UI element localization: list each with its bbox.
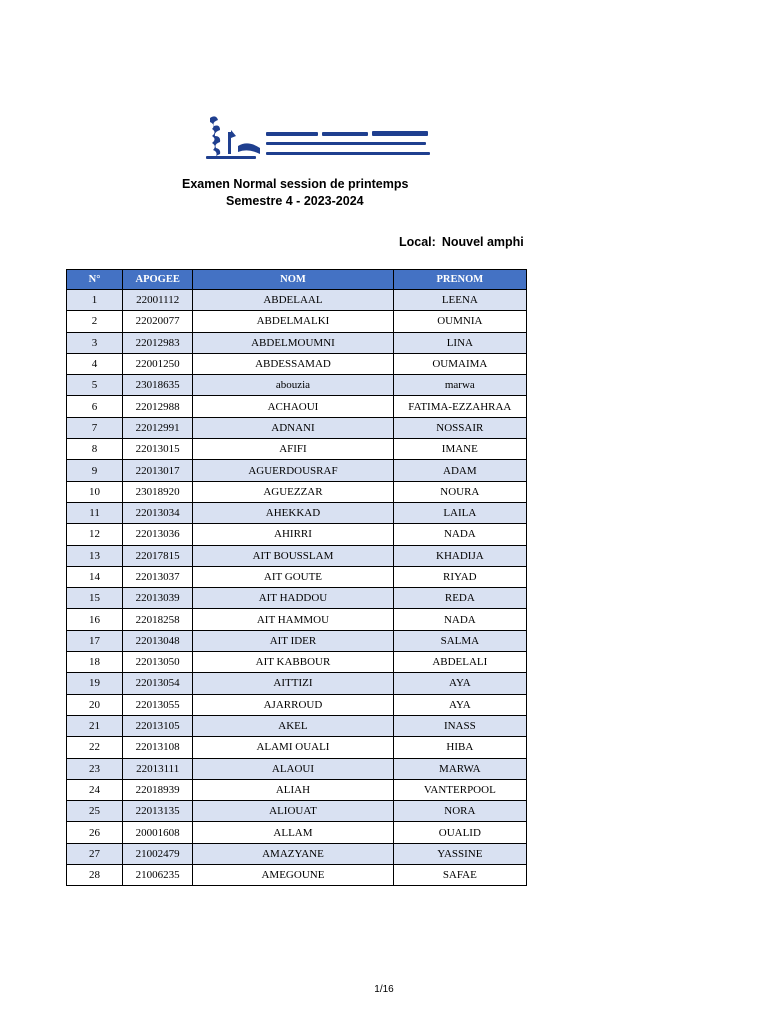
cell-prenom: marwa xyxy=(393,375,526,396)
cell-apogee: 22013135 xyxy=(123,801,193,822)
cell-number: 2 xyxy=(67,311,123,332)
cell-apogee: 22013054 xyxy=(123,673,193,694)
cell-number: 17 xyxy=(67,630,123,651)
cell-apogee: 21006235 xyxy=(123,865,193,886)
table-row xyxy=(67,502,527,523)
cell-prenom: YASSINE xyxy=(393,843,526,864)
cell-nom: AHIRRI xyxy=(193,524,393,545)
cell-nom: AIT KABBOUR xyxy=(193,652,393,673)
cell-apogee: 21002479 xyxy=(123,843,193,864)
cell-prenom: AYA xyxy=(393,673,526,694)
table-row xyxy=(67,290,527,311)
cell-nom: AKEL xyxy=(193,715,393,736)
cell-number: 12 xyxy=(67,524,123,545)
table-row xyxy=(67,673,527,694)
cell-number: 21 xyxy=(67,715,123,736)
cell-nom: AHEKKAD xyxy=(193,502,393,523)
cell-number: 15 xyxy=(67,588,123,609)
table-row xyxy=(67,375,527,396)
cell-prenom: NADA xyxy=(393,524,526,545)
cell-number: 9 xyxy=(67,460,123,481)
table-row xyxy=(67,588,527,609)
cell-nom: ABDELMOUMNI xyxy=(193,332,393,353)
cell-number: 8 xyxy=(67,439,123,460)
cell-apogee: 22013108 xyxy=(123,737,193,758)
cell-nom: ALAOUI xyxy=(193,758,393,779)
cell-number: 18 xyxy=(67,652,123,673)
table-row xyxy=(67,311,527,332)
cell-number: 3 xyxy=(67,332,123,353)
table-row xyxy=(67,460,527,481)
cell-apogee: 22013111 xyxy=(123,758,193,779)
cell-apogee: 22001112 xyxy=(123,290,193,311)
cell-prenom: LINA xyxy=(393,332,526,353)
cell-prenom: SALMA xyxy=(393,630,526,651)
cell-apogee: 22013048 xyxy=(123,630,193,651)
cell-apogee: 22013105 xyxy=(123,715,193,736)
column-header-number: N° xyxy=(67,270,123,290)
cell-number: 16 xyxy=(67,609,123,630)
table-row xyxy=(67,609,527,630)
table-row xyxy=(67,545,527,566)
table-row xyxy=(67,481,527,502)
cell-nom: AMEGOUNE xyxy=(193,865,393,886)
table-row xyxy=(67,417,527,438)
cell-prenom: LAILA xyxy=(393,502,526,523)
cell-apogee: 22013039 xyxy=(123,588,193,609)
table-row xyxy=(67,566,527,587)
cell-apogee: 22020077 xyxy=(123,311,193,332)
cell-number: 7 xyxy=(67,417,123,438)
location-value: Nouvel amphi xyxy=(441,235,524,249)
cell-nom: AIT HADDOU xyxy=(193,588,393,609)
table-row xyxy=(67,822,527,843)
page-number: 1/16 xyxy=(374,984,394,995)
cell-prenom: INASS xyxy=(393,715,526,736)
cell-number: 19 xyxy=(67,673,123,694)
column-header-prenom: PRENOM xyxy=(393,270,526,290)
cell-prenom: LEENA xyxy=(393,290,526,311)
table-row xyxy=(67,353,527,374)
cell-apogee: 22018939 xyxy=(123,779,193,800)
cell-nom: ABDELAAL xyxy=(193,290,393,311)
cell-apogee: 22013017 xyxy=(123,460,193,481)
cell-nom: ACHAOUI xyxy=(193,396,393,417)
exam-title: Examen Normal session de printemps xyxy=(182,177,409,191)
exam-location xyxy=(399,235,524,249)
cell-number: 20 xyxy=(67,694,123,715)
cell-nom: AGUERDOUSRAF xyxy=(193,460,393,481)
cell-nom: AIT HAMMOU xyxy=(193,609,393,630)
cell-number: 26 xyxy=(67,822,123,843)
cell-number: 10 xyxy=(67,481,123,502)
cell-prenom: KHADIJA xyxy=(393,545,526,566)
cell-nom: ADNANI xyxy=(193,417,393,438)
cell-apogee: 23018635 xyxy=(123,375,193,396)
cell-number: 5 xyxy=(67,375,123,396)
cell-prenom: NORA xyxy=(393,801,526,822)
cell-nom: ALAMI OUALI xyxy=(193,737,393,758)
table-row xyxy=(67,865,527,886)
cell-apogee: 22012991 xyxy=(123,417,193,438)
cell-prenom: FATIMA-EZZAHRAA xyxy=(393,396,526,417)
table-row xyxy=(67,439,527,460)
cell-prenom: NOSSAIR xyxy=(393,417,526,438)
student-list-table xyxy=(66,269,527,886)
cell-prenom: OUMNIA xyxy=(393,311,526,332)
cell-prenom: HIBA xyxy=(393,737,526,758)
cell-prenom: ABDELALI xyxy=(393,652,526,673)
cell-number: 27 xyxy=(67,843,123,864)
cell-prenom: ADAM xyxy=(393,460,526,481)
cell-prenom: IMANE xyxy=(393,439,526,460)
table-row xyxy=(67,694,527,715)
cell-number: 11 xyxy=(67,502,123,523)
cell-nom: AGUEZZAR xyxy=(193,481,393,502)
school-logo xyxy=(202,112,434,168)
cell-number: 24 xyxy=(67,779,123,800)
location-label: Local: xyxy=(399,235,436,249)
cell-prenom: REDA xyxy=(393,588,526,609)
table-row xyxy=(67,843,527,864)
cell-nom: abouzia xyxy=(193,375,393,396)
cell-number: 6 xyxy=(67,396,123,417)
cell-prenom: SAFAE xyxy=(393,865,526,886)
cell-nom: ALIOUAT xyxy=(193,801,393,822)
table-row xyxy=(67,652,527,673)
cell-number: 4 xyxy=(67,353,123,374)
cell-number: 1 xyxy=(67,290,123,311)
cell-apogee: 22013034 xyxy=(123,502,193,523)
cell-apogee: 22017815 xyxy=(123,545,193,566)
cell-prenom: NADA xyxy=(393,609,526,630)
cell-nom: AIT IDER xyxy=(193,630,393,651)
cell-nom: AIT GOUTE xyxy=(193,566,393,587)
cell-nom: ABDELMALKI xyxy=(193,311,393,332)
table-row xyxy=(67,715,527,736)
table-row xyxy=(67,396,527,417)
cell-nom: AFIFI xyxy=(193,439,393,460)
cell-nom: ALIAH xyxy=(193,779,393,800)
cell-apogee: 22013037 xyxy=(123,566,193,587)
exam-semester: Semestre 4 - 2023-2024 xyxy=(226,194,364,208)
column-header-nom: NOM xyxy=(193,270,393,290)
table-row xyxy=(67,801,527,822)
cell-apogee: 22001250 xyxy=(123,353,193,374)
cell-apogee: 22013055 xyxy=(123,694,193,715)
cell-prenom: RIYAD xyxy=(393,566,526,587)
table-row xyxy=(67,758,527,779)
cell-apogee: 20001608 xyxy=(123,822,193,843)
cell-number: 23 xyxy=(67,758,123,779)
table-row xyxy=(67,332,527,353)
cell-nom: ALLAM xyxy=(193,822,393,843)
cell-apogee: 22013036 xyxy=(123,524,193,545)
table-row xyxy=(67,737,527,758)
cell-number: 25 xyxy=(67,801,123,822)
cell-number: 22 xyxy=(67,737,123,758)
column-header-apogee: APOGEE xyxy=(123,270,193,290)
cell-prenom: OUMAIMA xyxy=(393,353,526,374)
cell-prenom: AYA xyxy=(393,694,526,715)
cell-nom: AITTIZI xyxy=(193,673,393,694)
cell-prenom: OUALID xyxy=(393,822,526,843)
cell-nom: ABDESSAMAD xyxy=(193,353,393,374)
cell-apogee: 22012988 xyxy=(123,396,193,417)
cell-prenom: MARWA xyxy=(393,758,526,779)
cell-apogee: 22013015 xyxy=(123,439,193,460)
cell-nom: AJARROUD xyxy=(193,694,393,715)
table-row xyxy=(67,779,527,800)
cell-number: 13 xyxy=(67,545,123,566)
table-row xyxy=(67,524,527,545)
cell-number: 14 xyxy=(67,566,123,587)
cell-number: 28 xyxy=(67,865,123,886)
cell-apogee: 22013050 xyxy=(123,652,193,673)
cell-prenom: VANTERPOOL xyxy=(393,779,526,800)
cell-apogee: 23018920 xyxy=(123,481,193,502)
table-header-row xyxy=(67,270,527,290)
cell-prenom: NOURA xyxy=(393,481,526,502)
cell-nom: AIT BOUSSLAM xyxy=(193,545,393,566)
cell-apogee: 22012983 xyxy=(123,332,193,353)
cell-apogee: 22018258 xyxy=(123,609,193,630)
table-row xyxy=(67,630,527,651)
cell-nom: AMAZYANE xyxy=(193,843,393,864)
